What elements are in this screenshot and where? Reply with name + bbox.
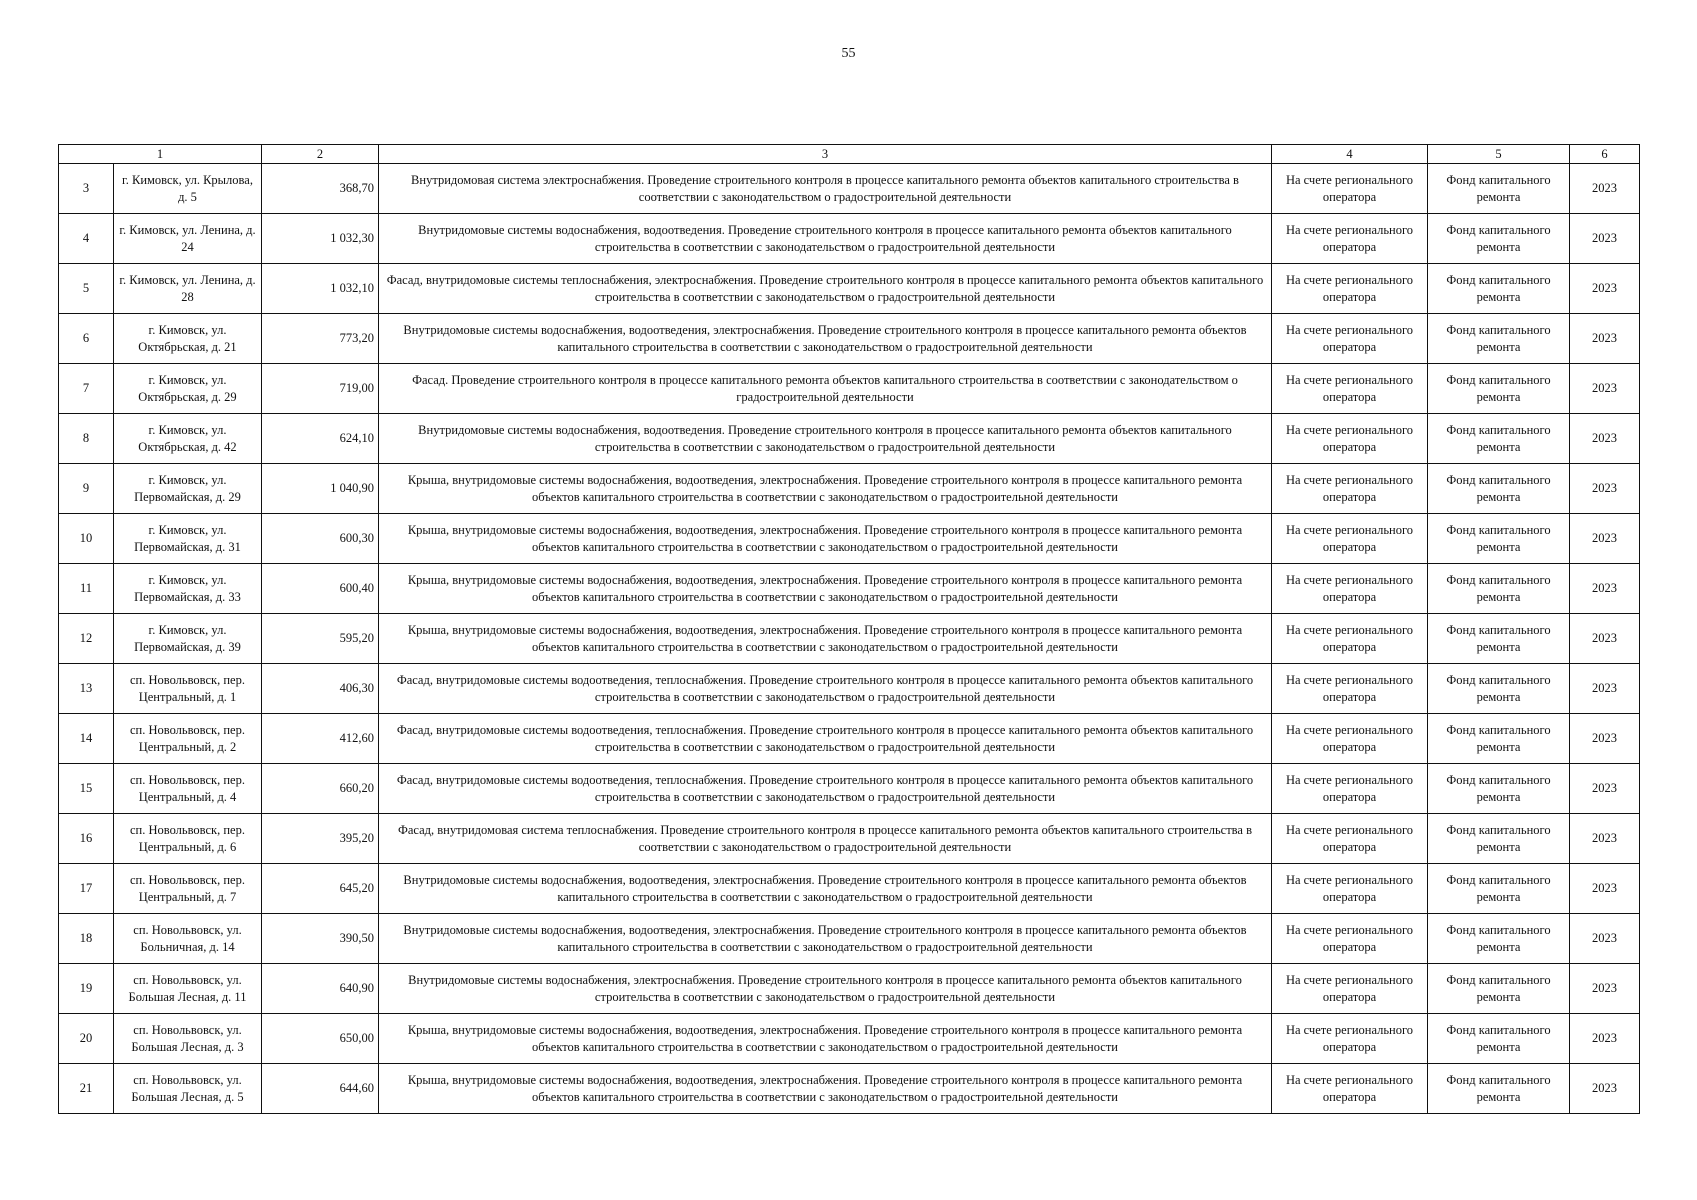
column-header-3: 3 [379, 145, 1272, 164]
work-description-cell: Крыша, внутридомовые системы водоснабжения, водоотведения, электроснабжения. Проведение строительного контроля в процессе капитального ремонта объектов капитального строительства в соответствии с законодательством о градостроительной деятельности [379, 614, 1272, 664]
table-row [59, 464, 1640, 514]
fund-location-cell: На счете регионального оператора [1272, 614, 1428, 664]
year-cell: 2023 [1570, 1014, 1640, 1064]
fund-location-cell: На счете регионального оператора [1272, 164, 1428, 214]
work-description-cell: Внутридомовые системы водоснабжения, водоотведения, электроснабжения. Проведение строительного контроля в процессе капитального ремонта объектов капитального строительства в соответствии с законодательством о градостроительной деятельности [379, 864, 1272, 914]
row-number: 6 [59, 314, 114, 364]
work-description-cell: Крыша, внутридомовые системы водоснабжения, водоотведения, электроснабжения. Проведение строительного контроля в процессе капитального ремонта объектов капитального строительства в соответствии с законодательством о градостроительной деятельности [379, 464, 1272, 514]
work-description-cell: Фасад, внутридомовые системы водоотведения, теплоснабжения. Проведение строительного контроля в процессе капитального ремонта объектов капитального строительства в соответствии с законодательством о градостроительной деятельности [379, 664, 1272, 714]
funding-source-cell: Фонд капитального ремонта [1428, 614, 1570, 664]
fund-location-cell: На счете регионального оператора [1272, 264, 1428, 314]
row-number: 4 [59, 214, 114, 264]
row-number: 21 [59, 1064, 114, 1114]
address-cell: г. Кимовск, ул. Первомайская, д. 29 [114, 464, 262, 514]
work-description-cell: Фасад. Проведение строительного контроля в процессе капитального ремонта объектов капитального строительства в соответствии с законодательством о градостроительной деятельности [379, 364, 1272, 414]
address-cell: г. Кимовск, ул. Ленина, д. 28 [114, 264, 262, 314]
address-cell: сп. Новольвовск, пер. Центральный, д. 7 [114, 864, 262, 914]
row-number: 17 [59, 864, 114, 914]
year-cell: 2023 [1570, 764, 1640, 814]
table-row [59, 914, 1640, 964]
funding-source-cell: Фонд капитального ремонта [1428, 514, 1570, 564]
fund-location-cell: На счете регионального оператора [1272, 314, 1428, 364]
table-row [59, 864, 1640, 914]
funding-source-cell: Фонд капитального ремонта [1428, 164, 1570, 214]
row-number: 20 [59, 1014, 114, 1064]
funding-source-cell: Фонд капитального ремонта [1428, 1064, 1570, 1114]
table-row [59, 264, 1640, 314]
work-description-cell: Крыша, внутридомовые системы водоснабжения, водоотведения, электроснабжения. Проведение строительного контроля в процессе капитального ремонта объектов капитального строительства в соответствии с законодательством о градостроительной деятельности [379, 564, 1272, 614]
table-row [59, 814, 1640, 864]
table-row [59, 664, 1640, 714]
row-number: 14 [59, 714, 114, 764]
row-number: 7 [59, 364, 114, 414]
row-number: 10 [59, 514, 114, 564]
fund-location-cell: На счете регионального оператора [1272, 714, 1428, 764]
area-cell: 1 032,10 [262, 264, 379, 314]
funding-source-cell: Фонд капитального ремонта [1428, 964, 1570, 1014]
address-cell: г. Кимовск, ул. Первомайская, д. 39 [114, 614, 262, 664]
year-cell: 2023 [1570, 564, 1640, 614]
funding-source-cell: Фонд капитального ремонта [1428, 414, 1570, 464]
fund-location-cell: На счете регионального оператора [1272, 514, 1428, 564]
area-cell: 624,10 [262, 414, 379, 464]
fund-location-cell: На счете регионального оператора [1272, 414, 1428, 464]
work-description-cell: Фасад, внутридомовые системы теплоснабжения, электроснабжения. Проведение строительного контроля в процессе капитального ремонта объектов капитального строительства в соответствии с законодательством о градостроительной деятельности [379, 264, 1272, 314]
year-cell: 2023 [1570, 964, 1640, 1014]
area-cell: 660,20 [262, 764, 379, 814]
fund-location-cell: На счете регионального оператора [1272, 914, 1428, 964]
area-cell: 395,20 [262, 814, 379, 864]
year-cell: 2023 [1570, 664, 1640, 714]
address-cell: г. Кимовск, ул. Октябрьская, д. 29 [114, 364, 262, 414]
year-cell: 2023 [1570, 364, 1640, 414]
work-description-cell: Фасад, внутридомовая система теплоснабжения. Проведение строительного контроля в процессе капитального ремонта объектов капитального строительства в соответствии с законодательством о градостроительной деятельности [379, 814, 1272, 864]
row-number: 5 [59, 264, 114, 314]
work-description-cell: Внутридомовая система электроснабжения. Проведение строительного контроля в процессе капитального ремонта объектов капитального строительства в соответствии с законодательством о градостроительной деятельности [379, 164, 1272, 214]
row-number: 19 [59, 964, 114, 1014]
address-cell: г. Кимовск, ул. Первомайская, д. 33 [114, 564, 262, 614]
fund-location-cell: На счете регионального оператора [1272, 964, 1428, 1014]
table-row [59, 364, 1640, 414]
year-cell: 2023 [1570, 264, 1640, 314]
address-cell: сп. Новольвовск, пер. Центральный, д. 2 [114, 714, 262, 764]
area-cell: 773,20 [262, 314, 379, 364]
fund-location-cell: На счете регионального оператора [1272, 1064, 1428, 1114]
area-cell: 1 032,30 [262, 214, 379, 264]
row-number: 9 [59, 464, 114, 514]
year-cell: 2023 [1570, 214, 1640, 264]
area-cell: 650,00 [262, 1014, 379, 1064]
table-body [59, 164, 1640, 1114]
address-cell: сп. Новольвовск, ул. Большая Лесная, д. 11 [114, 964, 262, 1014]
area-cell: 1 040,90 [262, 464, 379, 514]
address-cell: сп. Новольвовск, ул. Большая Лесная, д. 5 [114, 1064, 262, 1114]
area-cell: 368,70 [262, 164, 379, 214]
year-cell: 2023 [1570, 314, 1640, 364]
funding-source-cell: Фонд капитального ремонта [1428, 914, 1570, 964]
header-row [59, 145, 1640, 164]
table-row [59, 214, 1640, 264]
work-description-cell: Внутридомовые системы водоснабжения, электроснабжения. Проведение строительного контроля в процессе капитального ремонта объектов капитального строительства в соответствии с законодательством о градостроительной деятельности [379, 964, 1272, 1014]
page-number: 55 [841, 46, 856, 61]
work-description-cell: Крыша, внутридомовые системы водоснабжения, водоотведения, электроснабжения. Проведение строительного контроля в процессе капитального ремонта объектов капитального строительства в соответствии с законодательством о градостроительной деятельности [379, 1064, 1272, 1114]
table-row [59, 164, 1640, 214]
address-cell: сп. Новольвовск, пер. Центральный, д. 4 [114, 764, 262, 814]
year-cell: 2023 [1570, 464, 1640, 514]
table-row [59, 564, 1640, 614]
area-cell: 719,00 [262, 364, 379, 414]
area-cell: 412,60 [262, 714, 379, 764]
work-description-cell: Фасад, внутридомовые системы водоотведения, теплоснабжения. Проведение строительного контроля в процессе капитального ремонта объектов капитального строительства в соответствии с законодательством о градостроительной деятельности [379, 764, 1272, 814]
fund-location-cell: На счете регионального оператора [1272, 814, 1428, 864]
work-description-cell: Крыша, внутридомовые системы водоснабжения, водоотведения, электроснабжения. Проведение строительного контроля в процессе капитального ремонта объектов капитального строительства в соответствии с законодательством о градостроительной деятельности [379, 1014, 1272, 1064]
area-cell: 644,60 [262, 1064, 379, 1114]
year-cell: 2023 [1570, 1064, 1640, 1114]
table-row [59, 614, 1640, 664]
table-row [59, 714, 1640, 764]
funding-source-cell: Фонд капитального ремонта [1428, 564, 1570, 614]
column-header-5: 5 [1428, 145, 1570, 164]
fund-location-cell: На счете регионального оператора [1272, 464, 1428, 514]
year-cell: 2023 [1570, 414, 1640, 464]
address-cell: г. Кимовск, ул. Октябрьская, д. 42 [114, 414, 262, 464]
fund-location-cell: На счете регионального оператора [1272, 1014, 1428, 1064]
work-description-cell: Фасад, внутридомовые системы водоотведения, теплоснабжения. Проведение строительного контроля в процессе капитального ремонта объектов капитального строительства в соответствии с законодательством о градостроительной деятельности [379, 714, 1272, 764]
area-cell: 390,50 [262, 914, 379, 964]
row-number: 13 [59, 664, 114, 714]
table-row [59, 764, 1640, 814]
fund-location-cell: На счете регионального оператора [1272, 764, 1428, 814]
year-cell: 2023 [1570, 814, 1640, 864]
table-row [59, 514, 1640, 564]
row-number: 3 [59, 164, 114, 214]
area-cell: 600,40 [262, 564, 379, 614]
work-description-cell: Внутридомовые системы водоснабжения, водоотведения, электроснабжения. Проведение строительного контроля в процессе капитального ремонта объектов капитального строительства в соответствии с законодательством о градостроительной деятельности [379, 914, 1272, 964]
funding-source-cell: Фонд капитального ремонта [1428, 464, 1570, 514]
row-number: 18 [59, 914, 114, 964]
table-row [59, 964, 1640, 1014]
year-cell: 2023 [1570, 864, 1640, 914]
year-cell: 2023 [1570, 514, 1640, 564]
address-cell: г. Кимовск, ул. Октябрьская, д. 21 [114, 314, 262, 364]
funding-source-cell: Фонд капитального ремонта [1428, 864, 1570, 914]
fund-location-cell: На счете регионального оператора [1272, 364, 1428, 414]
address-cell: сп. Новольвовск, пер. Центральный, д. 1 [114, 664, 262, 714]
fund-location-cell: На счете регионального оператора [1272, 864, 1428, 914]
column-header-1: 1 [59, 145, 262, 164]
work-description-cell: Внутридомовые системы водоснабжения, водоотведения. Проведение строительного контроля в процессе капитального ремонта объектов капитального строительства в соответствии с законодательством о градостроительной деятельности [379, 414, 1272, 464]
table-row [59, 1064, 1640, 1114]
address-cell: г. Кимовск, ул. Первомайская, д. 31 [114, 514, 262, 564]
year-cell: 2023 [1570, 914, 1640, 964]
address-cell: г. Кимовск, ул. Крылова, д. 5 [114, 164, 262, 214]
year-cell: 2023 [1570, 614, 1640, 664]
fund-location-cell: На счете регионального оператора [1272, 214, 1428, 264]
funding-source-cell: Фонд капитального ремонта [1428, 214, 1570, 264]
year-cell: 2023 [1570, 164, 1640, 214]
address-cell: сп. Новольвовск, пер. Центральный, д. 6 [114, 814, 262, 864]
funding-source-cell: Фонд капитального ремонта [1428, 264, 1570, 314]
funding-source-cell: Фонд капитального ремонта [1428, 1014, 1570, 1064]
funding-source-cell: Фонд капитального ремонта [1428, 314, 1570, 364]
table-header [59, 145, 1640, 164]
column-header-4: 4 [1272, 145, 1428, 164]
column-header-2: 2 [262, 145, 379, 164]
row-number: 8 [59, 414, 114, 464]
work-description-cell: Крыша, внутридомовые системы водоснабжения, водоотведения, электроснабжения. Проведение строительного контроля в процессе капитального ремонта объектов капитального строительства в соответствии с законодательством о градостроительной деятельности [379, 514, 1272, 564]
row-number: 11 [59, 564, 114, 614]
fund-location-cell: На счете регионального оператора [1272, 564, 1428, 614]
column-header-6: 6 [1570, 145, 1640, 164]
address-cell: сп. Новольвовск, ул. Больничная, д. 14 [114, 914, 262, 964]
funding-source-cell: Фонд капитального ремонта [1428, 364, 1570, 414]
address-cell: сп. Новольвовск, ул. Большая Лесная, д. 3 [114, 1014, 262, 1064]
work-description-cell: Внутридомовые системы водоснабжения, водоотведения, электроснабжения. Проведение строительного контроля в процессе капитального ремонта объектов капитального строительства в соответствии с законодательством о градостроительной деятельности [379, 314, 1272, 364]
table-row [59, 314, 1640, 364]
repair-schedule-table [58, 144, 1640, 1114]
table-row [59, 1014, 1640, 1064]
funding-source-cell: Фонд капитального ремонта [1428, 664, 1570, 714]
funding-source-cell: Фонд капитального ремонта [1428, 814, 1570, 864]
fund-location-cell: На счете регионального оператора [1272, 664, 1428, 714]
funding-source-cell: Фонд капитального ремонта [1428, 714, 1570, 764]
address-cell: г. Кимовск, ул. Ленина, д. 24 [114, 214, 262, 264]
row-number: 15 [59, 764, 114, 814]
table-row [59, 414, 1640, 464]
area-cell: 640,90 [262, 964, 379, 1014]
funding-source-cell: Фонд капитального ремонта [1428, 764, 1570, 814]
row-number: 12 [59, 614, 114, 664]
area-cell: 406,30 [262, 664, 379, 714]
year-cell: 2023 [1570, 714, 1640, 764]
work-description-cell: Внутридомовые системы водоснабжения, водоотведения. Проведение строительного контроля в процессе капитального ремонта объектов капитального строительства в соответствии с законодательством о градостроительной деятельности [379, 214, 1272, 264]
area-cell: 600,30 [262, 514, 379, 564]
row-number: 16 [59, 814, 114, 864]
area-cell: 595,20 [262, 614, 379, 664]
area-cell: 645,20 [262, 864, 379, 914]
